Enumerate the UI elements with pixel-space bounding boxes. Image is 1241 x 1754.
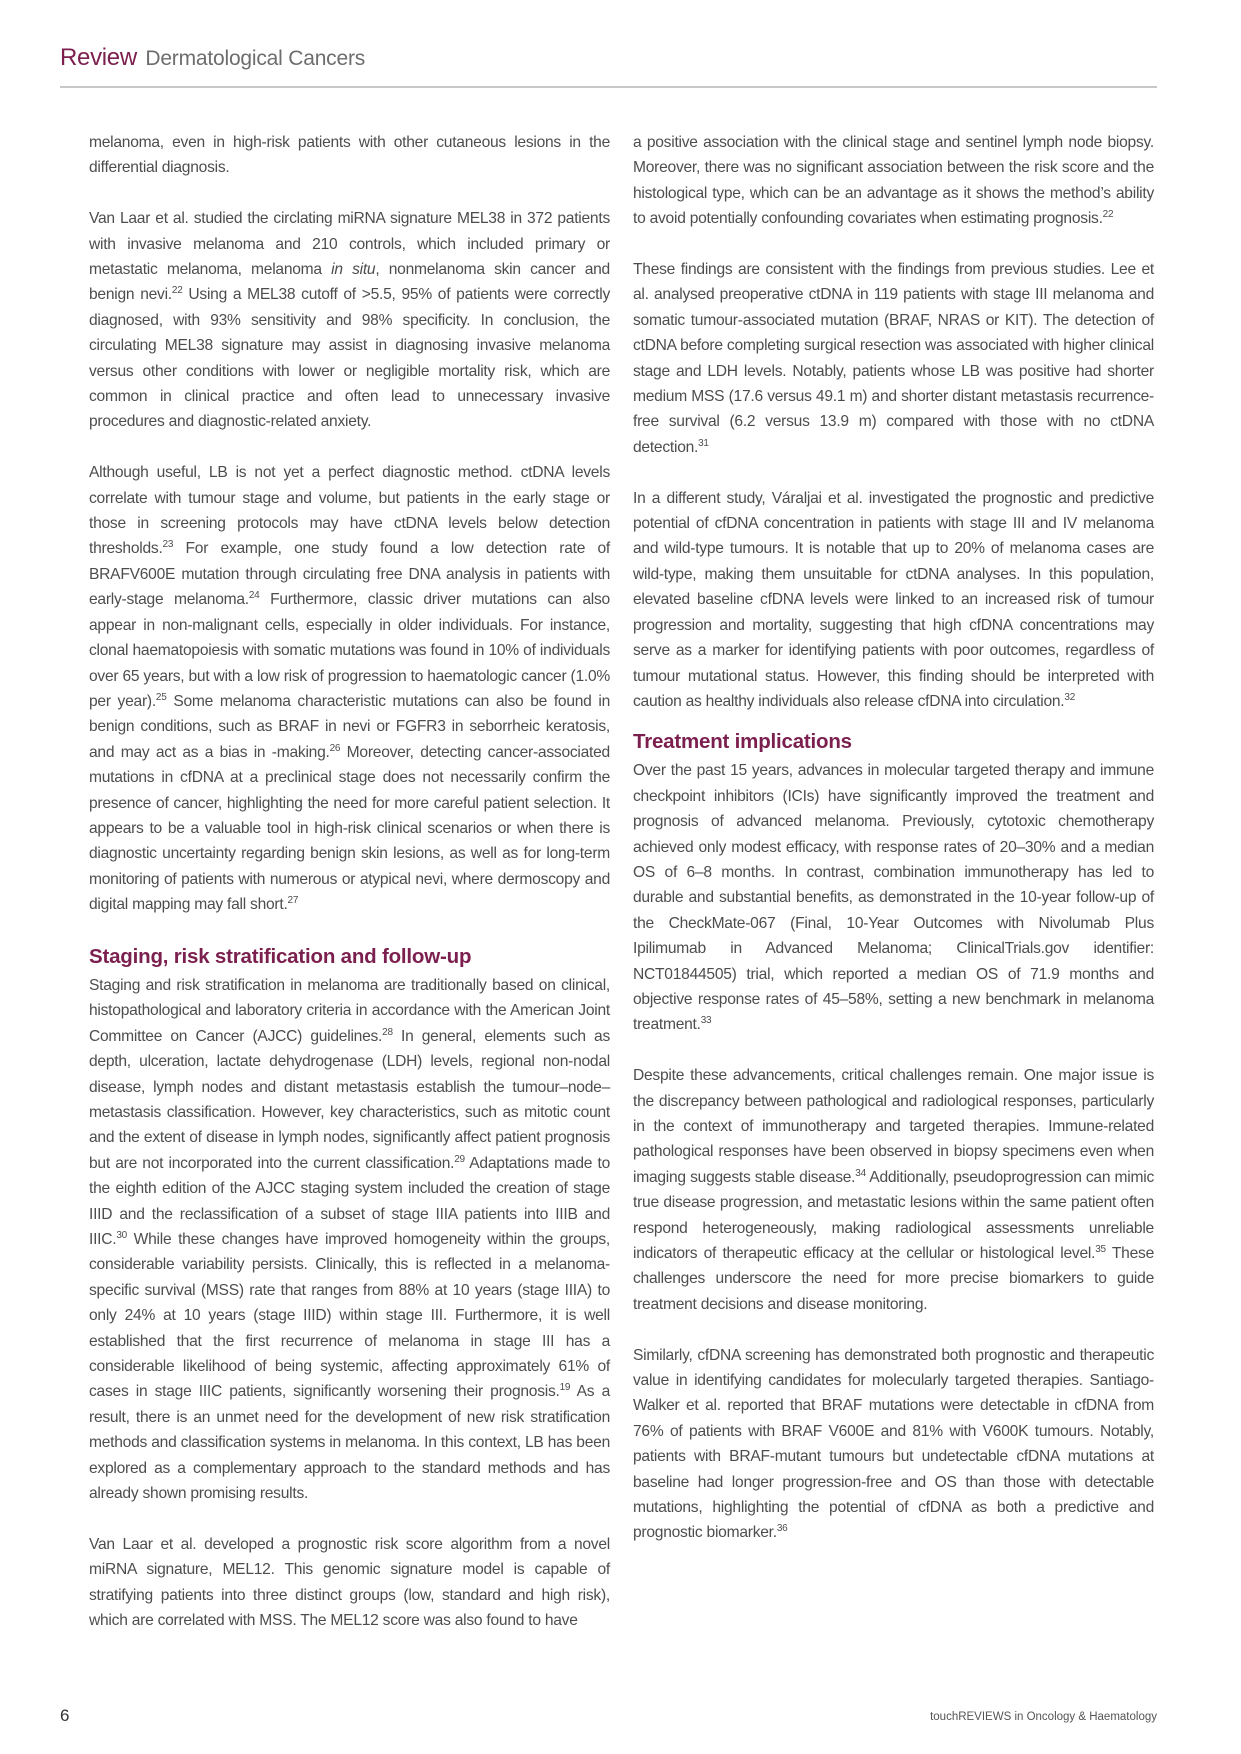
header-kicker: Review [60, 44, 137, 71]
citation-ref: 24 [248, 590, 260, 602]
paragraph: Staging and risk stratification in melanoma are traditionally based on clinical, histopathological and laboratory criteria in accordance with the American Joint Committee on Cancer (AJCC) guidelines.$^{28}$ In general, elements such as depth, ulceration, lactate dehydrogenase (LDH) levels, regional non-nodal disease, lymph nodes and distant metastasis establish the tumour–node–metastasis classification. However, key characteristics, such as mitotic count and the extent of disease in lymph nodes, significantly affect patient prognosis but are not incorporated into the current classification.$^{29}$ Adaptations made to the eighth edition of the AJCC staging system included the creation of stage IIID and the reclassification of a subset of stage IIIA patients into IIIB and IIIC.$^{30}$ While these changes have improved homogeneity within the groups, considerable variability persists. Clinically, this is reflected in a melanoma-specific survival (MSS) rate that ranges from 88% at 10 years (stage IIIA) to only 24% at 10 years (stage IIID) within stage III. Furthermore, it is well established that the first recurrence of melanoma in stage III has a considerable likelihood of being systemic, affecting approximately 61% of cases in stage IIIC patients, significantly worsening their prognosis.$^{19}$ As a result, there is an unmet need for the development of new risk stratification methods and classification systems in melanoma. In this context, LB has been explored as a complementary approach to the standard methods and has already shown promising results. [89, 976, 611, 1503]
citation-ref: 35 [1095, 1243, 1106, 1255]
right-column [633, 130, 1154, 1546]
italic-term: in situ [331, 261, 376, 279]
citation-ref: 27 [287, 894, 299, 906]
left-column [89, 130, 610, 1634]
paragraph: In a different study, Váraljai et al. investigated the prognostic and predictive potential of cfDNA concentration in patients with stage III and IV melanoma and wild-type tumours. It is notable that up to 20% of melanoma cases are wild-type, making them unsuitable for ctDNA analyses. In this population, elevated baseline cfDNA levels were linked to an increased risk of tumour progression and mortality, suggesting that high cfDNA concentrations may serve as a marker for identifying patients with poor outcomes, regardless of tumour mutational status. However, this finding should be interpreted with caution as healthy individuals also release cfDNA into circulation.$^{32}$ [633, 489, 1154, 710]
running-header [60, 44, 1157, 88]
journal-name: touchREVIEWS in Oncology & Haematology [930, 1711, 1157, 1723]
citation-ref: 26 [329, 742, 341, 754]
paragraph: Over the past 15 years, advances in molecular targeted therapy and immune checkpoint inhibitors (ICIs) have significantly improved the treatment and prognosis of advanced melanoma. Previously, cytotoxic chemotherapy achieved only modest efficacy, with response rates of 20–30% and a median OS of 6–8 months. In contrast, combination immunotherapy has led to durable and substantial benefits, as demonstrated in the 10-year follow-up of the CheckMate-067 (Final, 10-Year Outcomes with Nivolumab Plus Ipilimumab in Advanced Melanoma; ClinicalTrials.gov identifier: NCT01844505) trial, which reported a median OS of 71.9 months and objective response rates of 45–58%, setting a new benchmark in melanoma treatment.$^{33}$ [633, 762, 1154, 1034]
section-heading-treatment: Treatment implications [633, 730, 852, 754]
section-heading-staging: Staging, risk stratification and follow-up [89, 944, 472, 968]
citation-ref: 34 [855, 1167, 866, 1179]
citation-ref: 22 [171, 285, 183, 297]
citation-ref: 23 [162, 539, 174, 551]
citation-ref: 25 [155, 691, 167, 703]
citation-ref: 30 [116, 1229, 127, 1241]
paragraph: Although useful, LB is not yet a perfect diagnostic method. ctDNA levels correlate with tumour stage and volume, but patients in the early stage or those in screening protocols may have ctDNA levels below detection thresholds.$^{23}$ For example, one study found a low detection rate of BRAFV600E mutation through circulating free DNA analysis in patients with early-stage melanoma.$^{24}$ Furthermore, classic driver mutations can also appear in non-malignant cells, especially in older individuals. For instance, clonal haematopoiesis with somatic mutations was found in 10% of individuals over 65 years, but with a low risk of progression to haematologic cancer (1.0% per year).$^{25}$ Some melanoma characteristic mutations can also be found in benign conditions, such as BRAF in nevi or FGFR3 in seborrheic keratosis, and may act as a bias in -making.$^{26}$ Moreover, detecting cancer-associated mutations in cfDNA at a preclinical stage does not necessarily confirm the presence of cancer, highlighting the need for more careful patient selection. It appears to be a valuable tool in high-risk clinical scenarios or when there is diagnostic uncertainty regarding benign skin lesions, as well as for long-term monitoring of patients with numerous or atypical nevi, where dermoscopy and digital mapping may fall short.$^{27}$ [89, 464, 610, 914]
page-number: 6 [60, 1706, 70, 1725]
citation-ref: 28 [382, 1026, 393, 1038]
citation-ref: 22 [1102, 209, 1114, 221]
paragraph: Van Laar et al. studied the circlating miRNA signature MEL38 in 372 patients with invasive melanoma and 210 controls, which included primary or metastatic melanoma, melanoma in situ, nonmelanoma skin cancer and benign nevi.$^{22}$ Using a MEL38 cutoff of >5.5, 95% of patients were correctly diagnosed, with 93% sensitivity and 98% specificity. In conclusion, the circulating MEL38 signature may assist in diagnosing invasive melanoma versus other conditions with lower or negligible mortality risk, which are common in clinical practice and often lead to unnecessary invasive procedures and diagnostic-related anxiety. [89, 210, 610, 431]
paragraph: melanoma, even in high-risk patients with other cutaneous lesions in the differential diagnosis. [89, 134, 610, 177]
citation-ref: 36 [776, 1523, 788, 1535]
citation-ref: 31 [698, 437, 709, 449]
citation-ref: 32 [1064, 691, 1076, 703]
citation-ref: 19 [559, 1382, 571, 1394]
paragraph: Van Laar et al. developed a prognostic risk score algorithm from a novel miRNA signature, MEL12. This genomic signature model is capable of stratifying patients into three distinct groups (low, standard and high risk), which are correlated with MSS. The MEL12 score was also found to have [89, 1535, 610, 1630]
citation-ref: 29 [454, 1153, 465, 1165]
paragraph: a positive association with the clinical stage and sentinel lymph node biopsy. Moreover, there was no significant association between the risk score and the histological type, which can be an advantage as it shows the method’s ability to avoid potentially confounding covariates when estimating prognosis.$^{22}$ [633, 134, 1154, 228]
citation-ref: 33 [700, 1015, 712, 1027]
paragraph: These findings are consistent with the findings from previous studies. Lee et al. analysed preoperative ctDNA in 119 patients with stage III melanoma and somatic tumour-associated mutation (BRAF, NRAS or KIT). The detection of ctDNA before completing surgical resection was associated with higher clinical stage and LDH levels. Notably, patients whose LB was positive had shorter medium MSS (17.6 versus 49.1 m) and shorter distant metastasis recurrence-free survival (6.2 versus 13.9 m) compared with those with no ctDNA detection.$^{31}$ [633, 261, 1154, 456]
header-section: Dermatological Cancers [145, 47, 366, 70]
paragraph: Despite these advancements, critical challenges remain. One major issue is the discrepancy between pathological and radiological responses, particularly in the context of immunotherapy and targeted therapies. Immune-related pathological responses have been observed in biopsy specimens even when imaging suggests stable disease.$^{34}$ Additionally, pseudoprogression can mimic true disease progression, and metastatic lesions within the same patient often respond heterogeneously, making radiological assessments unreliable indicators of therapeutic efficacy at the cellular or histological level.$^{35}$ These challenges underscore the need for more precise biomarkers to guide treatment decisions and disease monitoring. [633, 1067, 1154, 1313]
paragraph: Similarly, cfDNA screening has demonstrated both prognostic and therapeutic value in identifying candidates for molecularly targeted therapies. Santiago-Walker et al. reported that BRAF mutations were detectable in cfDNA from 76% of patients with BRAF V600E and 81% with V600K tumours. Notably, patients with BRAF-mutant tumours but undetectable cfDNA mutations at baseline had longer progression-free and OS than those with detectable mutations, highlighting the potential of cfDNA as both a predictive and prognostic biomarker.$^{36}$ [633, 1346, 1154, 1542]
